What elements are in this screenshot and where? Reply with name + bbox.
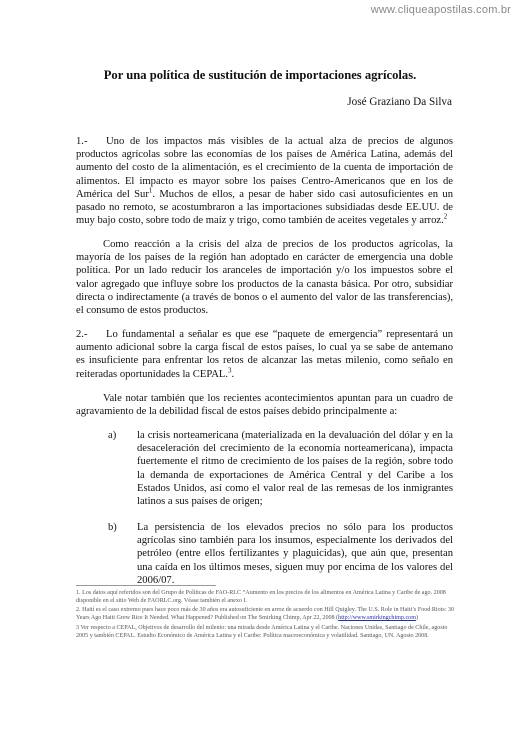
paragraph-1	[76, 135, 453, 227]
footnote-ref: 1	[148, 186, 153, 195]
paragraph-3	[76, 328, 453, 381]
list-marker: b)	[108, 522, 117, 533]
paragraph-number: 2.-	[76, 329, 88, 340]
list-item-b	[108, 521, 453, 587]
list-item-text: La persistencia de los elevados precios no sólo para los productos agrícolas sino también para los insumos, especialmente los derivados del petróleo (entre ellos fertilizantes y plaguicidas), que aún que, presentan una caída en los últimos meses, siguen muy por encima de los valores del 2006/07.	[137, 522, 453, 586]
footnote-divider	[76, 585, 216, 586]
document-title: Por una política de sustitución de importaciones agrícolas.	[103, 68, 417, 82]
paragraph-text: Uno de los impactos más visibles de la actual alza de precios de algunos productos agrícolas sobre las economías de los países de América Latina, además del aumento del costo de la alimentación, es el crecimiento de la cuenta de importación de alimentos. El impacto es mayor sobre los países Centro-Americanos que en los de América del Sur	[76, 136, 453, 200]
footnote-3: 3 Ver respecto a CEPAL, Objetivos de desarrollo del milenio: una mirada desde América Latina y el Caribe. Naciones Unidas, Santiago de Chile, agosto 2005 y también CEPAL. Estudio Económico de América Latina y el Caribe: Política macroeconómica y volatilidad. Santiago, UN. Agosto 2008.	[76, 624, 448, 639]
paragraph-text: Lo fundamental a señalar es que ese “paquete de emergencia” representará un aumento adicional sobre la carga fiscal de estos países, lo cual ya se sabe de antemano es insuficiente para enfrentar los retos de alcanzar las metas milenio, como señalo en reiteradas oportunidades la CEPAL.	[76, 329, 453, 380]
footnote-text-end: )	[415, 615, 419, 622]
paragraph-text: Vale notar también que los recientes acontecimientos apuntan para un cuadro de agravamiento de la debilidad fiscal de estos países debido principalmente a:	[76, 393, 453, 418]
paragraph-number: 1.-	[76, 136, 88, 147]
list-item-text: la crisis norteamericana (materializada en la devaluación del dólar y en la desaceleración del crecimiento de la economía norteamericana), impacta fuertemente el ritmo de crecimiento de los países de la región, sobre todo la demanda de exportaciones de América Central y del Caribe a los Estados Unidos, así como el valor real de las remesas de los inmigrantes latinos a sus países de origen;	[137, 430, 453, 508]
footnote-1: 1. Los datos aquí referidos son del Grupo de Políticas de FAO-RLC “Aumento en los precios de los alimentos en América Latina y Caribe de ago. 2008 disponible en el sitio Web de FAORLC.org. Véase también el anexo I.	[76, 590, 446, 604]
footnote-link[interactable]: http://www.smirkingchimp.com	[338, 615, 416, 622]
list-item-a	[108, 429, 453, 508]
footnotes	[76, 590, 456, 642]
footnote-ref: 2	[443, 212, 448, 221]
paragraph-4	[76, 392, 453, 418]
footnote-2	[76, 607, 456, 622]
paragraph-tail: .	[231, 368, 235, 380]
paragraph-2	[76, 238, 453, 317]
list-marker: a)	[108, 430, 117, 441]
footnote-text: 2. Haití es el caso extremo pues hace poco más de 30 años era autosuficiente en arroz de acuerdo con Hill Quigley. The U.S. Role in Haiti’s Food Riots: 30 Years Ago Haiti Grew Rice It Needed. What Happened? Published on The Smirking Chimp, Apr 22, 2008 (	[76, 607, 455, 622]
author-name: José Graziano Da Silva	[347, 96, 452, 108]
paragraph-text-continued: . Muchos de ellos, a pesar de haber sido casi autosuficientes en un pasado no remoto, se acostumbraron a las importaciones subsidiadas desde EE.UU. de muy bajo costo, sobre todo de maíz y trigo, como también de aceites vegetales y arroz.	[76, 188, 453, 227]
watermark: www.cliqueapostilas.com.br	[370, 4, 511, 16]
footnote-ref: 3	[228, 366, 232, 375]
paragraph-text: Como reacción a la crisis del alza de precios de los productos agrícolas, la mayoría de los países de la región han adoptado en carácter de emergencia una doble política. Por un lado reducir los aranceles de importación y/o los impuestos sobre el valor agregado que influye sobre los productos de la canasta básica. Por otro, subsidiar directa o indirectamente (a través de bonos o el aumento del valor de las transferencias), el consumo de estos productos.	[76, 239, 453, 317]
